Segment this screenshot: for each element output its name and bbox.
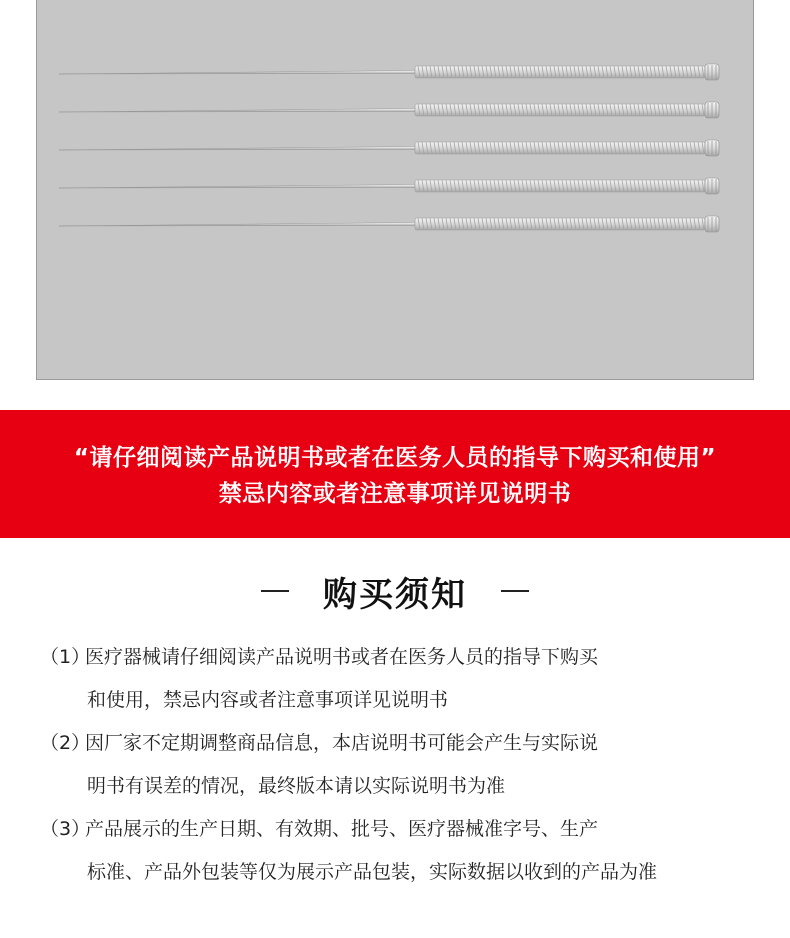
notice-item-2: [40, 722, 760, 808]
section-heading: [0, 566, 790, 616]
heading-dash-right: [501, 590, 529, 592]
needle: [59, 178, 719, 194]
warning-banner: [0, 410, 790, 538]
warning-line-2: 禁忌内容或者注意事项详见说明书: [218, 481, 572, 507]
notice-text-continued: 明书有误差的情况，最终版本请以实际说明书为准: [87, 775, 506, 797]
needle: [59, 64, 719, 80]
product-photo: [36, 0, 754, 380]
section-title: 购买须知: [323, 574, 467, 615]
needle: [59, 140, 719, 156]
notice-number: （2）: [40, 732, 91, 754]
notice-text: 医疗器械请仔细阅读产品说明书或者在医务人员的指导下购买: [85, 646, 599, 668]
warning-line-1: “请仔细阅读产品说明书或者在医务人员的指导下购买和使用”: [73, 445, 717, 471]
needle: [59, 102, 719, 118]
notice-text-continued: 和使用，禁忌内容或者注意事项详见说明书: [87, 689, 449, 711]
notice-text: 因厂家不定期调整商品信息，本店说明书可能会产生与实际说: [85, 732, 599, 754]
notice-item-1: [40, 636, 760, 722]
needle: [59, 216, 719, 232]
notice-number: （1）: [40, 646, 91, 668]
notice-text: 产品展示的生产日期、有效期、批号、医疗器械准字号、生产: [85, 818, 599, 840]
notice-list: [40, 636, 760, 894]
notice-number: （3）: [40, 818, 91, 840]
heading-dash-left: [261, 590, 289, 592]
notice-text-continued: 标准、产品外包装等仅为展示产品包装，实际数据以收到的产品为准: [87, 861, 658, 883]
notice-item-3: [40, 808, 760, 894]
needles-illustration: [37, 0, 753, 380]
